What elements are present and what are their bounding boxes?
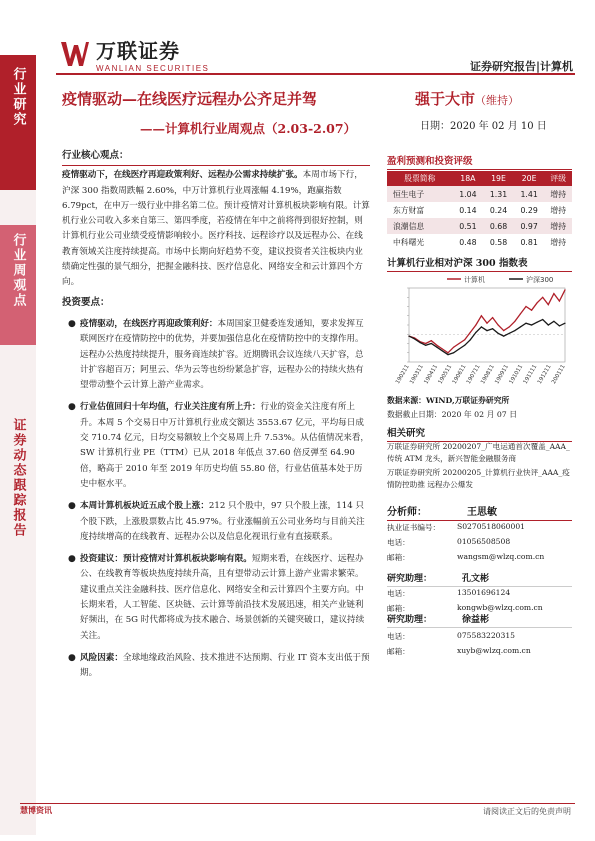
data-point <box>537 302 538 303</box>
assistant-email-link[interactable]: kongwb@wlzq.com.cn <box>457 603 543 612</box>
data-point <box>492 317 493 318</box>
data-point <box>486 330 487 331</box>
data-point <box>475 324 476 325</box>
eps-table-row <box>387 186 572 202</box>
chart-source: 数据来源：WIND,万联证券研究所 <box>387 396 510 405</box>
series-line-1 <box>409 320 565 355</box>
analyst-role: 分析师： <box>387 507 427 518</box>
brand-mark-icon <box>60 39 90 69</box>
eps-cell: 0.68 <box>483 218 514 234</box>
x-tick-label: 191111 <box>522 364 539 386</box>
data-point <box>453 347 454 348</box>
rating <box>415 88 519 109</box>
data-point <box>447 352 448 353</box>
data-point <box>564 289 565 290</box>
eps-table-header <box>387 171 572 186</box>
assistant-name: 孔文彬 <box>462 574 490 584</box>
assistant-tel: 电话： 075583220315 <box>387 631 515 641</box>
footer-divider <box>20 803 575 804</box>
data-point <box>548 304 549 305</box>
report-tag: 证券研究报告|计算机 <box>469 60 573 73</box>
related-research-heading: 相关研究 <box>387 425 572 442</box>
assistant-email-link[interactable]: xuyb@wlzq.com.cn <box>457 646 531 655</box>
related-research-item[interactable]: 万联证券研究所 20200205_计算机行业快评_AAA_疫情防控助推 远程办公爆发 <box>387 468 570 489</box>
data-point <box>503 336 504 337</box>
eps-cell: 增持 <box>550 237 567 247</box>
analyst-heading <box>387 503 572 521</box>
x-tick-label: 200111 <box>551 364 567 386</box>
data-point <box>509 326 510 327</box>
assistant-heading: 研究助理： 孔文彬 <box>387 571 572 587</box>
invest-item-lead: 本周计算机板块近五成个股上涨： <box>80 501 209 512</box>
data-point <box>542 297 543 298</box>
eps-cell: 浪潮信息 <box>387 218 453 234</box>
data-point <box>520 326 521 327</box>
invest-item-text: 全球地缘政治风险、技术推进不达预期、行业 IT 资本支出低于预期。 <box>80 652 370 679</box>
data-point <box>548 324 549 325</box>
data-point <box>498 324 499 325</box>
rating-note: （维持） <box>475 94 520 107</box>
data-point <box>442 350 443 351</box>
eps-cell: 增持 <box>544 218 572 234</box>
sidebar-block-industry <box>0 55 36 190</box>
assistant-email: 邮箱： kongwb@wlzq.com.cn <box>387 603 543 613</box>
eps-column-header: 股票简称 <box>387 171 453 186</box>
core-view-lead: 疫情驱动下，在线医疗再迎政策利好、远程办公需求持续扩张。 <box>62 170 303 181</box>
footer-watermark: 慧博资讯 <box>20 805 52 815</box>
eps-cell: 0.51 <box>453 218 484 234</box>
legend-label: 计算机 <box>464 276 485 284</box>
x-tick-label: 191211 <box>536 364 553 386</box>
invest-item-lead: 投资建议：预计疫情对计算机板块影响有限。 <box>80 554 252 565</box>
data-point <box>559 325 560 326</box>
x-tick-label: 190711 <box>465 364 482 386</box>
data-point <box>459 348 460 349</box>
x-tick-label: 190311 <box>409 364 425 386</box>
eps-table-row <box>387 234 572 250</box>
data-point <box>514 330 515 331</box>
eps-cell: 增持 <box>550 205 567 215</box>
invest-item <box>62 317 370 393</box>
eps-table <box>387 171 572 250</box>
core-view-text: 本周市场下行，沪深 300 指数周跌幅 2.60%，中万计算机行业周涨幅 4.19%，跑赢指数 6.79pct，在申万一级行业中排名第二位。预计疫情对计算机板块影响有限。计算机行业公司收入多来自第三、第四季度，若疫情在年中之前将得到很好控制，则计算机行业公司业绩受疫情影响较小。医疗科技、远程诊疗以及远程办公、在线教育领域关注度持续提高。市场中长期向好趋势不变，建议投资者关注板块内业绩确定性强的景气细分，把握金融科技、医疗信息化、网络安全和云计算四个方向。 <box>62 170 370 288</box>
eps-cell: 1.41 <box>514 186 545 202</box>
data-point <box>559 300 560 301</box>
bullet-icon: ● <box>68 652 76 663</box>
data-point <box>414 338 415 339</box>
x-tick-label: 190911 <box>494 364 511 386</box>
assistant-name: 徐益彬 <box>462 615 490 625</box>
eps-cell: 中科曙光 <box>393 237 425 247</box>
assistant-heading: 研究助理： 徐益彬 <box>387 612 572 628</box>
eps-cell: 恒生电子 <box>387 186 453 202</box>
data-point <box>553 293 554 294</box>
data-point <box>564 323 565 324</box>
page-title: 疫情驱动—在线医疗远程办公齐足并驾 <box>62 90 318 108</box>
eps-cell: 1.04 <box>453 186 484 202</box>
data-point <box>531 310 532 311</box>
bullet-icon: ● <box>68 318 76 329</box>
data-point <box>447 354 448 355</box>
header-divider <box>56 73 575 75</box>
data-point <box>470 339 471 340</box>
sidebar-label: 行业研究 <box>10 67 26 127</box>
sidebar-label: 行业周观点 <box>10 233 26 308</box>
sidebar-block-tracking <box>0 400 36 560</box>
eps-table-row <box>387 202 572 218</box>
invest-item <box>62 400 370 492</box>
invest-heading: 投资要点： <box>62 296 110 308</box>
relative-performance-chart <box>387 270 572 392</box>
eps-cell: 增持 <box>544 186 572 202</box>
data-point <box>464 345 465 346</box>
bullet-icon: ● <box>68 554 76 565</box>
eps-cell: 0.58 <box>489 237 508 247</box>
data-point <box>425 345 426 346</box>
invest-item-text: 本周国家卫健委连发通知，要求发挥互联网医疗在疫情防控中的优势，并要加强信息化在疫情防控中的支撑作用。远程办公热度持续提升，服务商连续扩容。近期腾讯会议连续八天扩容，总计扩容超百万；阿里云、华为云等也纷纷紧急扩容，远程办公的持续火热有望带动整个云计算上游产业需求。 <box>80 318 364 391</box>
data-point <box>436 345 437 346</box>
data-point <box>481 315 482 316</box>
invest-item-lead: 行业估值回归十年均值，行业关注度有所上升： <box>80 402 261 413</box>
data-point <box>503 330 504 331</box>
eps-cell: 0.48 <box>459 237 477 247</box>
invest-item-lead: 疫情驱动，在线医疗再迎政策利好： <box>80 318 218 329</box>
x-tick-label: 191011 <box>508 364 525 386</box>
assistant-email: 邮箱： xuyb@wlzq.com.cn <box>387 646 531 656</box>
legend-label: 沪深300 <box>526 276 554 284</box>
data-point <box>520 313 521 314</box>
data-point <box>464 339 465 340</box>
data-point <box>442 348 443 349</box>
invest-item <box>62 552 370 644</box>
eps-cell: 1.31 <box>483 186 514 202</box>
data-point <box>459 343 460 344</box>
eps-column-header: 18A <box>453 171 484 186</box>
x-tick-label: 190511 <box>437 364 454 386</box>
invest-item <box>62 499 370 545</box>
data-point <box>470 332 471 333</box>
eps-column-header: 评级 <box>544 171 572 186</box>
analyst-name: 王思敏 <box>467 507 497 518</box>
data-point <box>431 340 432 341</box>
invest-item-lead: 风险因素： <box>80 652 123 663</box>
eps-cell: 0.97 <box>514 218 545 234</box>
data-point <box>498 333 499 334</box>
core-view-paragraph <box>62 168 370 290</box>
eps-cell: 0.24 <box>489 205 508 215</box>
data-point <box>509 333 510 334</box>
x-tick-label: 190611 <box>451 364 468 386</box>
data-point <box>542 319 543 320</box>
report-date: 日期：2020 年 02 月 10 日 <box>420 121 547 132</box>
eps-table-body <box>387 186 572 250</box>
data-point <box>481 326 482 327</box>
bullet-icon: ● <box>68 501 76 512</box>
invest-item-text: 212 只个股中，97 只个股上涨，114 只个股下跌，上涨股票数占比 45.97%。行业涨幅前五公司业务均与目前关注度持续增高的在线教育、远程办公以及信息化视讯行业有直接联系。 <box>80 501 365 542</box>
eps-column-header: 19E <box>483 171 514 186</box>
data-point <box>486 323 487 324</box>
invest-item-text: 行业的资金关注度有所上升。本周 5 个交易日中万计算机行业成交额达 3553.67 亿元，平均每日成交 710.74 亿元，日均交易额较上个交易周上升 7.53%。从估值情况来看，SW 计算机行业 PE（TTM）已从 2018 年低点 37.60 倍反弹至 64.90 倍，略高于 2010 年至 2019 年历史均值 55.80 倍，行业估值基本处于历史中枢水平。 <box>80 402 370 489</box>
related-research-item[interactable]: 万联证券研究所 20200207_广电运通首次覆盖_AAA_传统 ATM 龙头，新兴智能金融服务商 <box>387 442 570 463</box>
data-point <box>525 323 526 324</box>
assistant-tel: 电话： 13501696124 <box>387 588 511 598</box>
invest-item <box>62 651 370 682</box>
x-tick-label: 190811 <box>480 364 496 386</box>
analyst-email: 邮箱： wangsm@wlzq.com.cn <box>387 552 545 562</box>
eps-table-title: 盈利预测和投资评级 <box>387 153 572 170</box>
invest-item-text: 短期来看，在线医疗、远程办公、在线教育等板块热度持续升高，且有望带动云计算上游产业需求繁荣。建议重点关注金融科技、医疗信息化、网络安全和云计算四个主要方向。中长期来看，人工智能、区块链、云计算等前沿技术发展迅速，相关产业链利好频出，在 5G 时代都将成为技术融合、场景创新的关键突破口，建议持续关注。 <box>80 554 365 641</box>
data-point <box>553 321 554 322</box>
brand-logo <box>60 35 209 73</box>
page-subtitle: ——计算机行业周观点（2.03-2.07） <box>140 121 357 136</box>
sidebar-block-weekly <box>0 225 36 345</box>
eps-table-row <box>387 218 572 234</box>
core-view-heading: 行业核心观点： <box>62 148 370 166</box>
eps-cell: 0.14 <box>459 205 477 215</box>
data-point <box>436 347 437 348</box>
data-point <box>431 343 432 344</box>
eps-cell: 东方财富 <box>393 205 425 215</box>
invest-list <box>62 317 370 682</box>
rating-value: 强于大市 <box>415 90 476 108</box>
data-point <box>531 324 532 325</box>
chart-title: 计算机行业相对沪深 300 指数表 <box>387 255 572 272</box>
data-point <box>475 332 476 333</box>
analyst-cert: 执业证书编号： S0270518060001 <box>387 522 526 532</box>
eps-column-header: 20E <box>514 171 545 186</box>
analyst-tel: 电话： 01056508508 <box>387 537 511 547</box>
brand-name: 万联证券 <box>96 39 180 63</box>
brand-name-en: WANLIAN SECURITIES <box>96 64 210 73</box>
eps-cell: 0.81 <box>520 237 538 247</box>
data-point <box>492 328 493 329</box>
sidebar-label: 证券动态跟踪报告 <box>10 418 26 538</box>
data-point <box>420 342 421 343</box>
analyst-email-link[interactable]: wangsm@wlzq.com.cn <box>457 552 545 561</box>
data-point <box>425 343 426 344</box>
footer-disclaimer: 请阅读正文后的免责声明 <box>483 807 571 816</box>
data-point <box>525 306 526 307</box>
data-point <box>514 321 515 322</box>
x-tick-label: 190211 <box>395 364 411 386</box>
series-line-0 <box>409 290 565 353</box>
data-cutoff-date: 数据截止日期：2020 年 02 月 07 日 <box>387 410 518 419</box>
data-point <box>537 322 538 323</box>
eps-cell: 0.29 <box>520 205 538 215</box>
bullet-icon: ● <box>68 402 76 413</box>
data-point <box>453 352 454 353</box>
x-tick-label: 190411 <box>423 364 440 386</box>
data-point <box>408 336 409 337</box>
report-body <box>62 148 370 682</box>
